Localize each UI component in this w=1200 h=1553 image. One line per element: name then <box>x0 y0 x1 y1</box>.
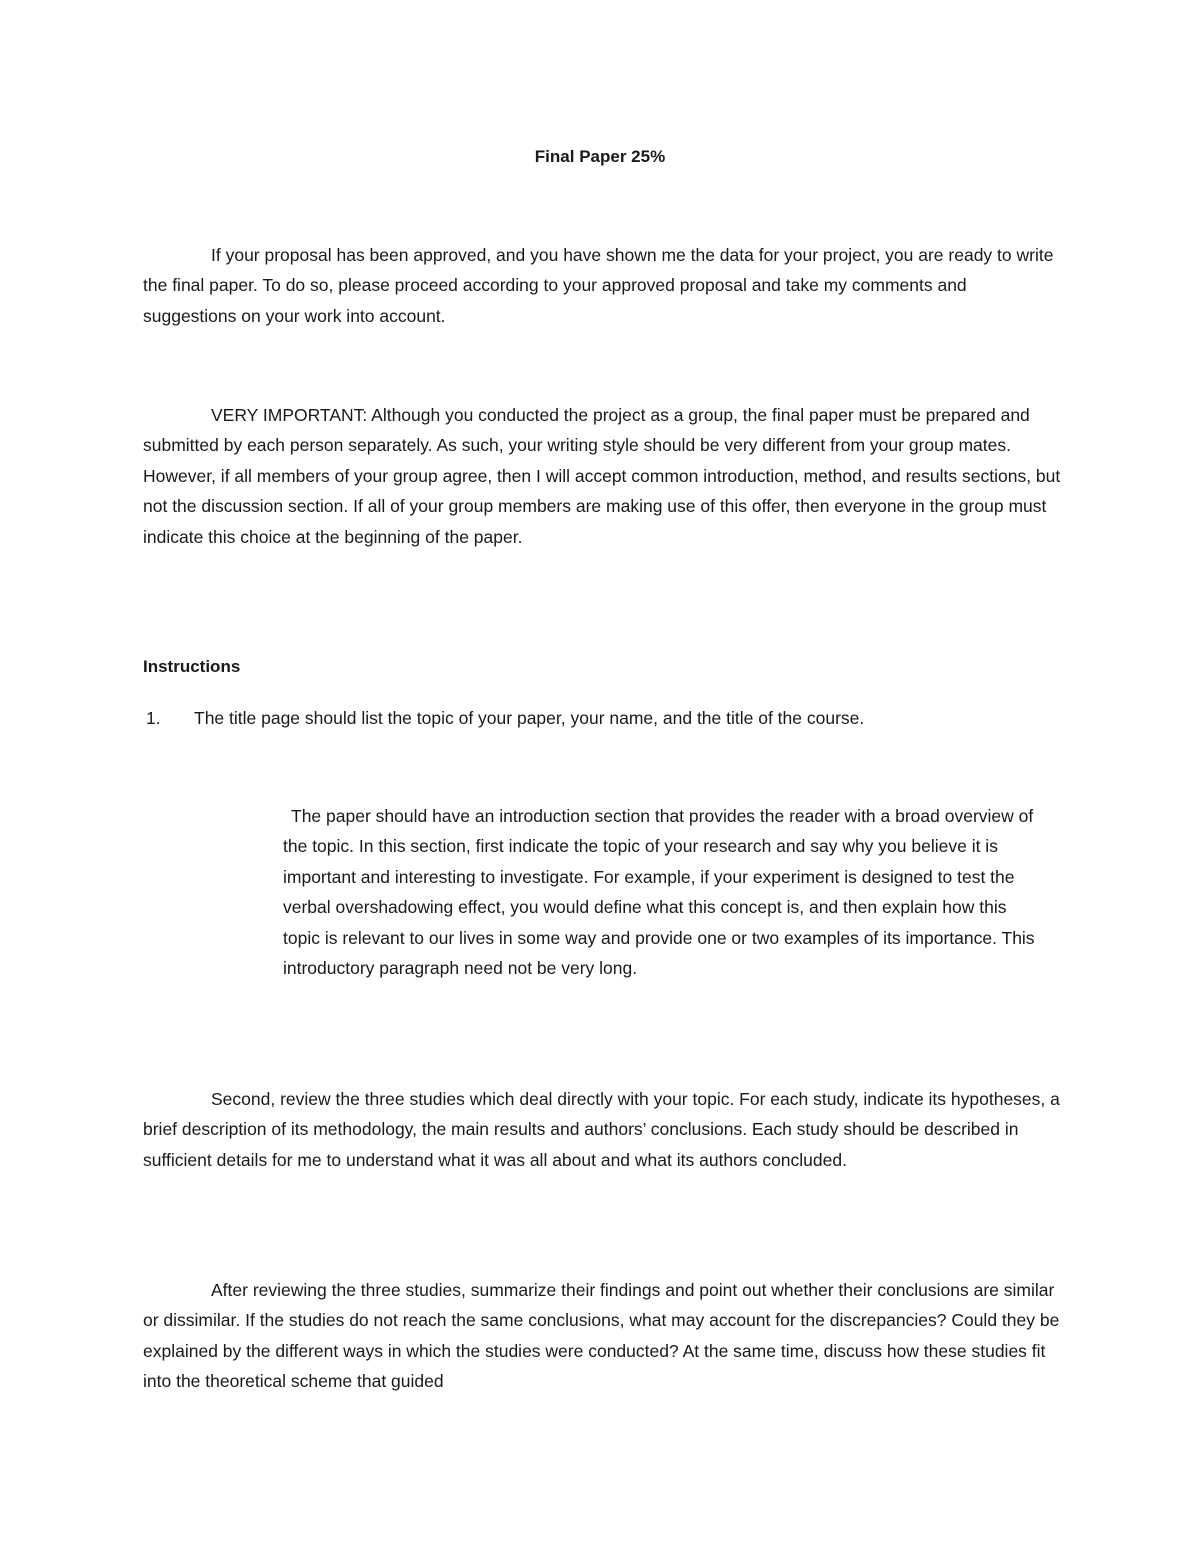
document-title: Final Paper 25% <box>534 147 666 166</box>
approval-paragraph: If your proposal has been approved, and you have shown me the data for your project, you are ready to write the final paper. To do so, please proceed according to your approved proposal and take my comments and suggestions on your work into account. <box>143 245 1054 326</box>
introduction-paragraph: The paper should have an introduction section that provides the reader with a broad overview of the topic. In this section, first indicate the topic of your research and say why you believe it is important and interesting to investigate. For example, if your experiment is designed to test the verbal overshadowing effect, you would define what this concept is, and then explain how this topic is relevant to our lives in some way and provide one or two examples of its importance. This introductory paragraph need not be very long. <box>283 806 1035 979</box>
list-item <box>143 703 1063 733</box>
important-notice-paragraph: VERY IMPORTANT: Although you conducted the project as a group, the final paper must be prepared and submitted by each person separately. As such, your writing style should be very different from your group mates. However, if all members of your group agree, then I will accept common introduction, method, and results sections, but not the discussion section. If all of your group members are making use of this offer, then everyone in the group must indicate this choice at the beginning of the paper. <box>143 405 1061 547</box>
list-item-text: The title page should list the topic of your paper, your name, and the title of the course. <box>194 708 865 728</box>
review-paragraph: Second, review the three studies which deal directly with your topic. For each study, indicate its hypotheses, a brief description of its methodology, the main results and authors’ conclusions. Each study should be described in sufficient details for me to understand what it was all about and what its authors concluded. <box>143 1089 1060 1170</box>
instructions-heading: Instructions <box>143 657 241 676</box>
list-item-number: 1. <box>146 708 161 728</box>
summary-paragraph: After reviewing the three studies, summarize their findings and point out whether their conclusions are similar or dissimilar. If the studies do not reach the same conclusions, what may account for the discrepancies? Could they be explained by the different ways in which the studies were conducted? At the same time, discuss how these studies fit into the theoretical scheme that guided <box>143 1280 1060 1392</box>
